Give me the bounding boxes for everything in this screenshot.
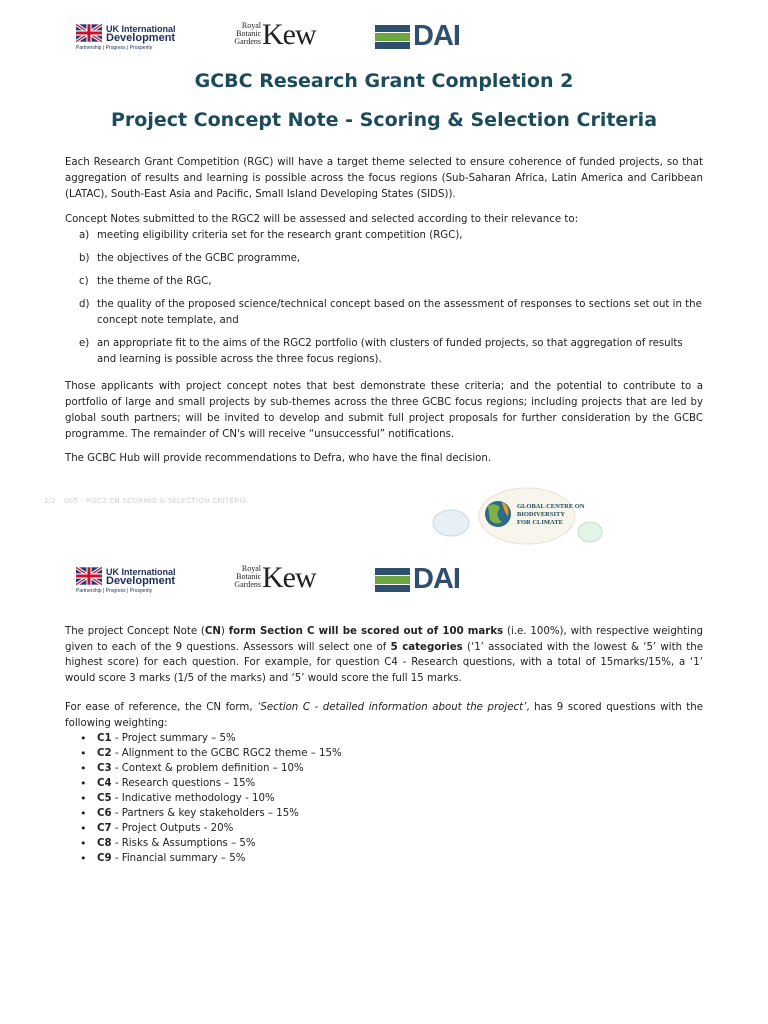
union-flag-icon xyxy=(76,24,102,42)
dai-bars-icon xyxy=(375,568,410,592)
ukid-line1: UK International xyxy=(106,567,176,577)
reference-paragraph xyxy=(65,700,703,731)
question-code: C6 xyxy=(97,808,112,819)
list-item xyxy=(65,821,342,836)
ukid-line2: Development xyxy=(106,575,176,587)
list-item xyxy=(65,776,342,791)
italic-run: ‘Section C - detailed information about the project’ xyxy=(257,702,527,713)
decorative-bubble xyxy=(578,522,602,542)
question-code: C9 xyxy=(97,853,112,864)
criteria-list xyxy=(65,228,703,375)
list-item xyxy=(65,806,342,821)
kew-royal: Royal xyxy=(241,564,261,573)
list-item xyxy=(65,746,342,761)
criteria-text: the objectives of the GCBC programme, xyxy=(97,253,301,264)
scoring-paragraph xyxy=(65,624,703,686)
list-item xyxy=(65,228,703,244)
kew-botanic: Botanic xyxy=(236,29,261,38)
criteria-text: an appropriate fit to the aims of the RGC2 portfolio (with clusters of funded projects, so that aggregation of results and learning is possible across the three focus regions). xyxy=(97,338,683,365)
criteria-label: a) xyxy=(79,230,90,241)
question-weight: - Risks & Assumptions – 5% xyxy=(111,838,256,849)
text-run: The project Concept Note ( xyxy=(65,626,205,637)
list-item xyxy=(65,297,703,329)
ukid-tagline: Partnership | Progress | Prosperity xyxy=(76,45,153,51)
bold-run: form Section C will be scored out of 100 marks xyxy=(228,626,504,637)
kew-logo xyxy=(224,18,324,54)
kew-botanic: Botanic xyxy=(236,572,261,581)
question-weight: - Research questions – 15% xyxy=(111,778,256,789)
list-item xyxy=(65,336,703,368)
uk-international-development-logo xyxy=(76,24,186,54)
question-weight: - Partners & key stakeholders – 15% xyxy=(111,808,299,819)
criteria-text: the quality of the proposed science/technical concept based on the assessment of responses to sections set out in the concept note template, and xyxy=(97,299,702,326)
uk-international-development-logo xyxy=(76,567,186,597)
gcbc-line3: FOR CLIMATE xyxy=(517,519,563,526)
kew-royal: Royal xyxy=(241,21,261,30)
gcbc-line2: BIODIVERSITY xyxy=(517,511,566,518)
list-item xyxy=(65,731,342,746)
criteria-label: b) xyxy=(79,253,90,264)
page-title: GCBC Research Grant Completion 2 xyxy=(194,70,574,92)
criteria-label: c) xyxy=(79,276,89,287)
ukid-line1: UK International xyxy=(106,24,176,34)
dai-logo xyxy=(375,563,475,596)
bold-run: CN xyxy=(204,626,221,637)
question-code: C7 xyxy=(97,823,112,834)
criteria-text: meeting eligibility criteria set for the research grant competition (RGC), xyxy=(97,230,463,241)
list-item xyxy=(65,761,342,776)
dai-wordmark: DAI xyxy=(413,563,460,595)
kew-logo xyxy=(224,561,324,597)
text-run: (‘1’ associated with the lowest & ‘5’ with the highest score) for each question. For example, for question C4 - Research questions, with a total of 15marks/15%, a ‘1’ would score 3 marks (1/5 of the marks) and ‘5’ would score the full 15 marks. xyxy=(65,641,704,684)
text-run: (i.e. 100%), with respective weighting given to each of the 9 questions. Assessors will select one of xyxy=(65,626,703,653)
question-code: C3 xyxy=(97,763,112,774)
kew-gardens: Gardens xyxy=(234,580,261,589)
dai-logo xyxy=(375,20,475,53)
union-flag-icon xyxy=(76,567,102,585)
text-run: ) xyxy=(220,626,229,637)
page-footer xyxy=(44,497,247,505)
ukid-line2: Development xyxy=(106,32,176,44)
weighting-list xyxy=(65,731,342,866)
question-code: C5 xyxy=(97,793,112,804)
dai-bars-icon xyxy=(375,25,410,49)
list-item xyxy=(65,274,703,290)
question-weight: - Context & problem definition – 10% xyxy=(111,763,304,774)
decorative-bubble xyxy=(433,510,469,536)
hub-paragraph: The GCBC Hub will provide recommendations to Defra, who have the final decision. xyxy=(65,453,492,464)
question-weight: - Project Outputs - 20% xyxy=(111,823,234,834)
kew-gardens: Gardens xyxy=(234,37,261,46)
criteria-label: d) xyxy=(79,299,90,310)
dai-wordmark: DAI xyxy=(413,20,460,52)
ukid-tagline: Partnership | Progress | Prosperity xyxy=(76,588,153,594)
logo-row xyxy=(0,561,768,605)
gcbc-logo xyxy=(430,486,610,548)
question-code: C2 xyxy=(97,748,112,759)
question-code: C8 xyxy=(97,838,112,849)
list-item xyxy=(65,836,342,851)
applicants-paragraph: Those applicants with project concept notes that best demonstrate these criteria; and the potential to contribute to a portfolio of large and small projects by sub-themes across the three GCBC focus regions; including projects that are led by global south partners; will be invited to develop and submit full project proposals for further consideration by the GCBC programme. The remainder of CN's will receive “unsuccessful” notifications. xyxy=(65,381,703,440)
question-weight: - Alignment to the GCBC RGC2 theme – 15% xyxy=(111,748,342,759)
text-run: , has 9 scored questions with the following weighting: xyxy=(65,702,704,729)
text-run: For ease of reference, the CN form, xyxy=(65,702,258,713)
page-subtitle: Project Concept Note - Scoring & Selection Criteria xyxy=(110,109,658,131)
footer-page-number: 1/2 xyxy=(44,497,57,505)
assessed-paragraph: Concept Notes submitted to the RGC2 will be assessed and selected according to their relevance to: xyxy=(65,214,579,225)
gcbc-line1: GLOBAL CENTRE ON xyxy=(517,503,585,510)
bold-run: 5 categories xyxy=(390,641,463,653)
question-weight: - Financial summary – 5% xyxy=(111,853,246,864)
criteria-text: the theme of the RGC, xyxy=(97,276,212,287)
list-item xyxy=(65,251,703,267)
logo-row xyxy=(0,18,768,62)
kew-wordmark: Kew xyxy=(262,561,316,594)
intro-paragraph: Each Research Grant Competition (RGC) will have a target theme selected to ensure coherence of funded projects, so that aggregation of results and learning is possible across the focus regions (Sub-Saharan Africa, Latin America and Caribbean (LATAC), South-East Asia and Pacific, Small Island Developing States (SIDS)). xyxy=(65,157,703,200)
question-weight: - Indicative methodology - 10% xyxy=(111,793,275,804)
question-code: C4 xyxy=(97,778,112,789)
criteria-label: e) xyxy=(79,338,90,349)
list-item xyxy=(65,791,342,806)
footer-document-code: 005 - RGC2 CN SCORING & SELECTION CRITERIA xyxy=(63,497,247,505)
list-item xyxy=(65,851,342,866)
kew-wordmark: Kew xyxy=(262,18,316,51)
question-weight: - Project summary – 5% xyxy=(111,733,236,744)
question-code: C1 xyxy=(97,733,112,744)
